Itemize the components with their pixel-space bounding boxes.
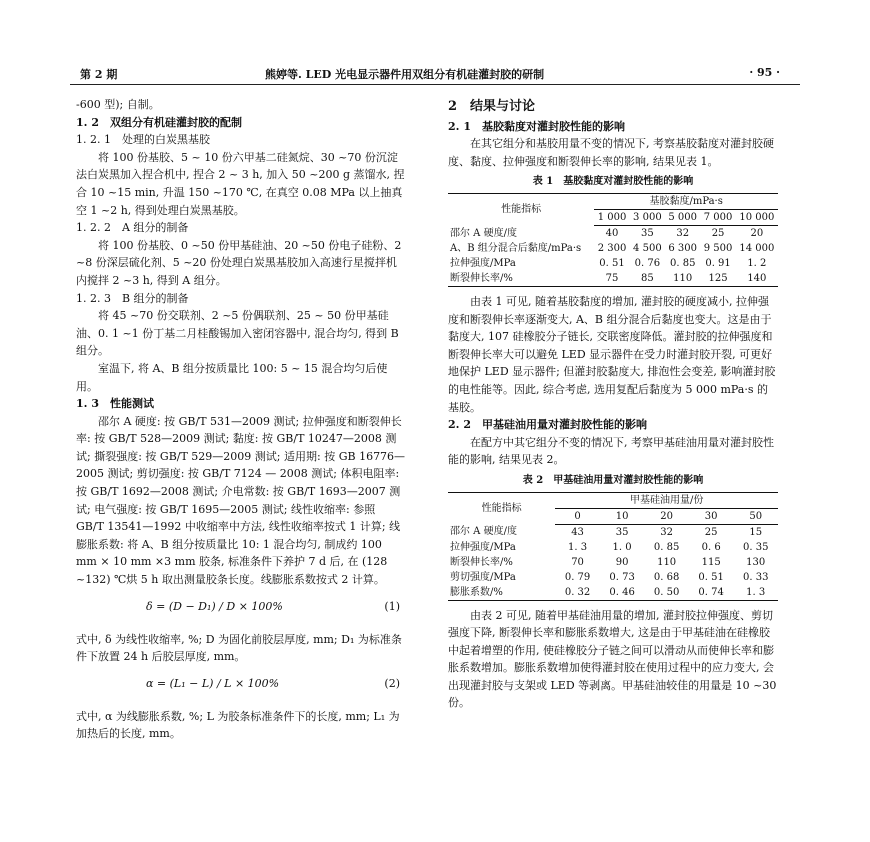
table-cell: 125 [708,272,728,284]
paragraph: 由表 1 可见, 随着基胶黏度的增加, 灌封胶的硬度减小, 拉伸强度和断裂伸长率逐渐变大, A、B 组分混合后黏度也变大。这是由于黏度大, 107 硅橡胶分子链长, 交联密度降低。灌封胶的拉伸强度和断裂伸长率大可以避免 LED 显示器件在受力时灌封胶开裂, 可更好地保护 LED 显示器件; 但灌封胶黏度大, 排泡性会变差, 影响灌封胶的电性能等。因此, 综合考虑, 选用复配后黏度为 5 000 mPa·s 的基胶。 [448,294,776,414]
table-cell: 130 [746,556,766,568]
table-cell: 0. 91 [705,257,731,269]
paragraph: 在其它组分和基胶用量不变的情况下, 考察基胶黏度对灌封胶硬度、黏度、拉伸强度和断裂伸长率的影响, 结果见表 1。 [448,137,774,168]
table-cell: 0. 74 [698,586,724,598]
paragraph: 室温下, 将 A、B 组分按质量比 100: 5 ~ 15 混合均匀后使用。 [76,361,388,393]
table-cell: 6 300 [668,242,698,254]
table-cell: 0. 32 [564,586,591,598]
equation-1-body: δ = (D − D₁) / D × 100% [146,599,283,613]
table-header-cell: 0 [555,508,600,524]
table-cell: 1. 3 [746,586,766,598]
table-cell: 40 [605,227,619,239]
table-cell: 15 [749,526,763,538]
table-cell: 拉伸强度/MPa [450,257,516,269]
left-column [76,96,406,743]
paragraph: -600 型); 自制。 [76,98,160,111]
subsection-heading-1-2-3: 1. 2. 3 B 组分的制备 [76,291,189,305]
table-header-cell: 5 000 [665,209,700,225]
table-cell: 110 [673,272,693,284]
table-cell: 0. 79 [564,571,591,583]
paragraph: 邵尔 A 硬度: 按 GB/T 531—2009 测试; 拉伸强度和断裂伸长率: 按 GB/T 528—2009 测试; 黏度: 按 GB/T 10247—2008 测试; 撕裂强度: 按 GB/T 529—2009 测试; 适用期: 按 GB 16776—2005 测试; 剪切强度: 按 GB/T 7124 — 2008 测试; 体积电阻率: 按 GB/T 1692—2008 测试; 介电常数: 按 GB/T 1693—2007 测试; 电气强度: 按 GB/T 1695—2005 测试; 线性收缩率: 参照 GB/T 13541—1992 中收缩率中方法, 线性收缩率按式 1 计算; 线膨胀系数: 将 A、B 组分按质量比 10: 1 混合均匀, 制成约 100 mm × 10 mm ×3 mm 胶条, 标准条件下养护 7 d 后, 在 (128 ~132) ℃烘 5 h 取出测量胶条长度。线膨胀系数按式 2 计算。 [76,414,406,587]
table-header-cell: 1 000 [594,209,629,225]
table-cell: 35 [641,227,654,239]
table-cell: 断裂伸长率/% [450,272,513,284]
table-cell: 0. 35 [742,541,769,553]
table-cell: 1. 2 [747,257,767,269]
table-cell: 0. 6 [701,541,721,553]
table-header-cell: 20 [644,508,689,524]
table-row [448,524,778,540]
paragraph: 将 100 份基胶、5 ~ 10 份六甲基二硅氮烷、30 ~70 份沉淀法白炭黑加入捏合机中, 捏合 2 ~ 3 h, 加入 50 ~200 g 蒸馏水, 捏合 10 ~15 min, 升温 150 ~170 ℃, 在真空 0.08 MPa 以上抽真空 1 ~2 h, 得到处理白炭黑基胶。 [76,150,405,217]
table-cell: 0. 76 [634,257,661,269]
table-cell: 75 [605,272,619,284]
table-cell: 20 [750,227,764,239]
table-row [448,570,778,585]
table-row [448,241,778,256]
table-cell: 0. 51 [698,571,724,583]
table-cell: 85 [641,272,654,284]
table-cell: 1. 3 [568,541,588,553]
section-heading-1-2: 1. 2 双组分有机硅灌封胶的配制 [76,115,242,129]
issue-number: 第 2 期 [80,68,118,81]
table-cell: 0. 73 [609,571,635,583]
table-header-cell: 性能指标 [481,502,522,514]
subsection-heading-1-2-2: 1. 2. 2 A 组分的制备 [76,221,189,235]
table-header-cell: 7 000 [700,209,735,225]
equation-2 [76,670,406,704]
table-cell: 140 [747,272,767,284]
table-cell: 0. 85 [669,257,696,269]
paragraph: 式中, δ 为线性收缩率, %; D 为固化前胶层厚度, mm; D₁ 为标准条件下放置 24 h 后胶层厚度, mm。 [76,632,402,664]
table-cell: 1. 0 [612,541,632,553]
paragraph: 在配方中其它组分不变的情况下, 考察甲基硅油用量对灌封胶性能的影响, 结果见表 2。 [448,435,774,467]
table-cell: 0. 46 [609,586,635,598]
table-row [448,271,778,287]
table-cell: 0. 68 [653,571,680,583]
table-cell: 115 [701,556,721,568]
table-cell: 0. 33 [742,571,769,583]
table-cell: 70 [571,556,584,568]
page-number: · 95 · [749,66,780,79]
table-cell: 32 [676,227,690,239]
section-heading-2-2: 2. 2 甲基硅油用量对灌封胶性能的影响 [448,418,647,432]
table-cell: 剪切强度/MPa [450,571,516,583]
subsection-heading-1-2-1: 1. 2. 1 处理的白炭黑基胶 [76,133,210,147]
paragraph: 将 100 份基胶、0 ~50 份甲基硅油、20 ~50 份电子硅粉、2 ~8 份深层硫化剂、5 ~20 份处理白炭黑基胶加入高速行星搅拌机内搅拌 2 ~3 h, 得到 A 组分。 [76,238,402,287]
table-row [448,585,778,601]
table-cell: 110 [657,556,677,568]
table-cell: 0. 50 [653,586,680,598]
table-cell: 邵尔 A 硬度/度 [450,526,517,538]
table-cell: 膨胀系数/% [450,586,503,598]
table-cell: 断裂伸长率/% [450,556,513,568]
equation-2-body: α = (L₁ − L) / L × 100% [146,676,280,690]
table-header-cell: 30 [689,508,734,524]
table-cell: 35 [615,526,629,538]
section-heading-2: 2 结果与讨论 [448,99,536,114]
table-row [448,555,778,570]
table-header-cell: 50 [733,508,778,524]
table-2 [448,492,778,601]
table-cell: 25 [711,227,725,239]
equation-1 [76,593,406,627]
section-heading-1-3: 1. 3 性能测试 [76,397,154,411]
table-header-cell: 10 000 [736,209,778,225]
table-row [448,256,778,271]
table-cell: 90 [615,556,629,568]
table-cell: 4 500 [633,242,662,254]
table-cell: 拉伸强度/MPa [450,541,516,553]
section-heading-2-1: 2. 1 基胶黏度对灌封胶性能的影响 [448,119,625,133]
table-row [448,540,778,555]
table-cell: 0. 51 [599,257,625,269]
equation-1-number: (1) [384,599,400,613]
table-cell: 邵尔 A 硬度/度 [450,227,517,239]
table-cell: 32 [660,526,673,538]
table-cell: 2 300 [597,242,627,254]
table-header-cell: 性能指标 [501,204,542,216]
table-cell: A、B 组分混合后黏度/mPa·s [450,242,582,254]
right-column [448,96,778,712]
running-title: 熊婷等. LED 光电显示器件用双组分有机硅灌封胶的研制 [265,68,545,81]
paragraph: 由表 2 可见, 随着甲基硅油用量的增加, 灌封胶拉伸强度、剪切强度下降, 断裂伸长率和膨胀系数增大, 这是由于甲基硅油在硅橡胶中起着增塑的作用, 使硅橡胶分子链之间可以滑动从而使伸长率和膨胀系数增加。膨胀系数增加使得灌封胶在使用过程中的应力变大, 会出现灌封胶与支架或 LED 等剥离。甲基硅油较佳的用量是 10 ~30 份。 [448,608,777,710]
table-header-cell: 3 000 [630,209,665,225]
table-header-cell: 基胶黏度/mPa·s [594,193,778,209]
table-2-caption: 表 2 甲基硅油用量对灌封胶性能的影响 [522,474,704,486]
table-header-cell: 甲基硅油用量/份 [555,492,778,508]
equation-2-number: (2) [384,676,400,690]
table-1 [448,193,778,287]
running-header [70,58,800,85]
table-cell: 43 [571,526,584,538]
table-cell: 25 [704,526,718,538]
table-cell: 14 000 [739,242,775,254]
table-header-cell: 10 [600,508,645,524]
paragraph: 式中, α 为线膨胀系数, %; L 为胶条标准条件下的长度, mm; L₁ 为加热后的长度, mm。 [76,709,400,741]
table-1-caption: 表 1 基胶黏度对灌封胶性能的影响 [532,176,694,188]
paragraph: 将 45 ~70 份交联剂、2 ~5 份偶联剂、25 ~ 50 份甲基硅油、0. 1 ~1 份丁基二月桂酸锡加入密闭容器中, 混合均匀, 得到 B 组分。 [76,309,399,358]
journal-page [70,58,800,818]
table-cell: 0. 85 [653,541,680,553]
table-row [448,225,778,241]
table-cell: 9 500 [703,242,733,254]
